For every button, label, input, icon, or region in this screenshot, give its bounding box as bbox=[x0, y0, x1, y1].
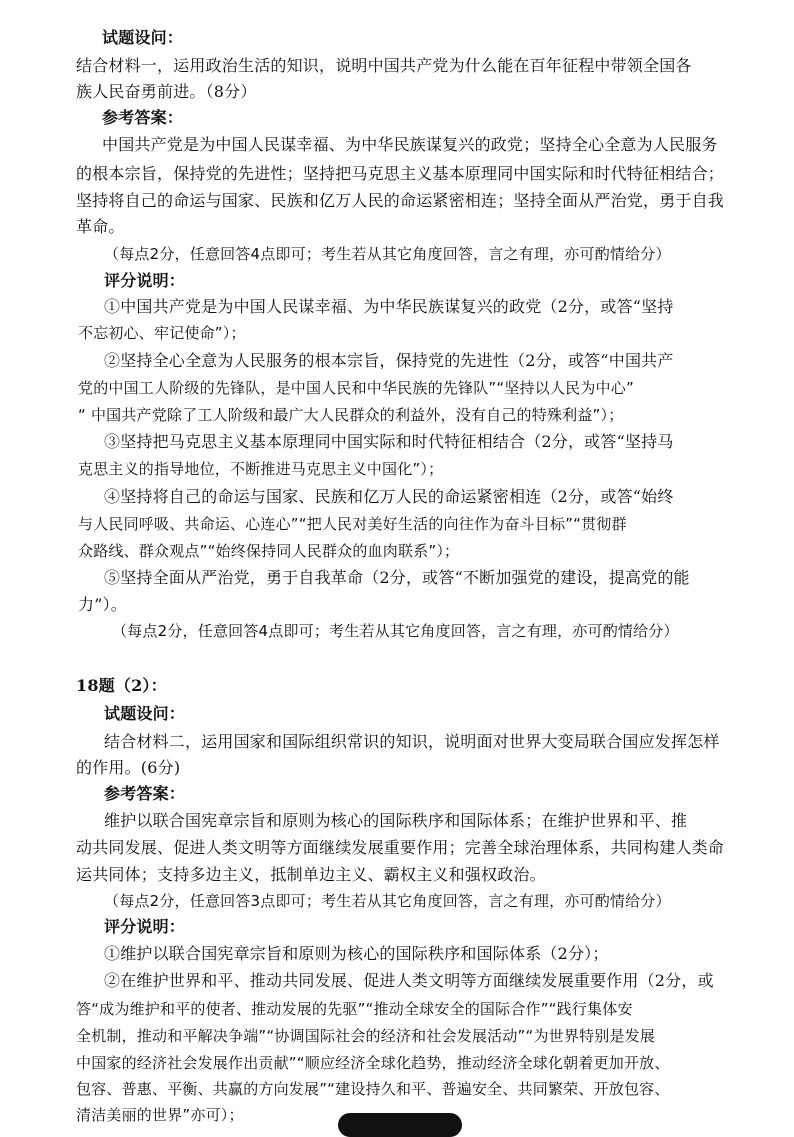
grading-line: 全机制，推动和平解决争端”“协调国际社会的经济和社会发展活动”“为世界特别是发展 bbox=[76, 1027, 656, 1045]
grading-line: ⑤坚持全面从严治党，勇于自我革命（2分，或答“不断加强党的建设，提高党的能 bbox=[104, 568, 690, 587]
question-line: 结合材料一，运用政治生活的知识，说明中国共产党为什么能在百年征程中带领全国各 bbox=[76, 56, 692, 75]
answer-line: 中国共产党是为中国人民谋幸福、为中华民族谋复兴的政党；坚持全心全意为人民服务 bbox=[102, 135, 718, 154]
answer-line: 的根本宗旨，保持党的先进性；坚持把马克思主义基本原理同中国实际和时代特征相结合； bbox=[76, 164, 725, 183]
grading-line: 不忘初心、牢记使命”）； bbox=[78, 324, 246, 342]
question-line: 结合材料二，运用国家和国际组织常识的知识，说明面对世界大变局联合国应发挥怎样 bbox=[104, 732, 720, 751]
grading-line: 众路线、群众观点”“始终保持同人民群众的血肉联系”）； bbox=[78, 542, 460, 560]
answer-line: 坚持将自己的命运与国家、民族和亿万人民的命运紧密相连；坚持全面从严治党，勇于自我 bbox=[76, 191, 725, 210]
grading-line: ④坚持将自己的命运与国家、民族和亿万人民的命运紧密相连（2分，或答“始终 bbox=[104, 487, 674, 506]
answer-line: 运共同体；支持多边主义，抵制单边主义、霸权主义和强权政治。 bbox=[76, 865, 546, 884]
question-heading: 试题设问： bbox=[102, 28, 184, 47]
answer-heading: 参考答案： bbox=[104, 784, 186, 803]
grading-line: ③坚持把马克思主义基本原理同中国实际和时代特征相结合（2分，或答“坚持马 bbox=[104, 432, 674, 451]
grading-heading: 评分说明： bbox=[104, 271, 186, 290]
scoring-note: （每点2分，任意回答4点即可；考生若从其它角度回答，言之有理，亦可酌情给分） bbox=[104, 245, 671, 263]
answer-heading: 参考答案： bbox=[102, 108, 184, 127]
question-line: 的作用。(6分) bbox=[76, 758, 181, 777]
scan-artifact bbox=[338, 1113, 462, 1137]
scoring-note: （每点2分，任意回答4点即可；考生若从其它角度回答，言之有理，亦可酌情给分） bbox=[112, 622, 679, 640]
grading-line: ①维护以联合国宪章宗旨和原则为核心的国际秩序和国际体系（2分）； bbox=[104, 944, 609, 963]
answer-line: 维护以联合国宪章宗旨和原则为核心的国际秩序和国际体系；在维护世界和平、推 bbox=[104, 811, 688, 830]
grading-line: 克思主义的指导地位，不断推进马克思主义中国化”）； bbox=[78, 460, 444, 478]
grading-line: ①中国共产党是为中国人民谋幸福、为中华民族谋复兴的政党（2分，或答“坚持 bbox=[104, 297, 674, 316]
grading-line: 包容、普惠、平衡、共赢的方向发展”“建设持久和平、普遍安全、共同繁荣、开放包容、 bbox=[76, 1080, 670, 1098]
grading-line: 中国家的经济社会发展作出贡献”“顺应经济全球化趋势，推动经济全球化朝着更加开放、 bbox=[76, 1054, 670, 1072]
grading-line: “ 中国共产党除了工人阶级和最广大人民群众的利益外，没有自己的特殊利益”）； bbox=[78, 406, 624, 424]
grading-line: 党的中国工人阶级的先锋队，是中国人民和中华民族的先锋队”“坚持以人民为中心” bbox=[78, 379, 634, 397]
grading-heading: 评分说明： bbox=[104, 917, 186, 936]
grading-line: 力”）。 bbox=[78, 595, 127, 614]
section-title: 18题（2）： bbox=[76, 676, 167, 695]
scoring-note: （每点2分，任意回答3点即可；考生若从其它角度回答，言之有理，亦可酌情给分） bbox=[104, 892, 671, 910]
grading-line: 答“成为维护和平的使者、推动发展的先驱”“推动全球安全的国际合作”“践行集体安 bbox=[76, 1000, 633, 1018]
answer-line: 动共同发展、促进人类文明等方面继续发展重要作用；完善全球治理体系，共同构建人类命 bbox=[76, 838, 725, 857]
grading-line: 与人民同呼吸、共命运、心连心”“把人民对美好生活的向往作为奋斗目标”“贯彻群 bbox=[78, 515, 627, 533]
grading-line: 清洁美丽的世界”亦可）； bbox=[76, 1106, 244, 1124]
grading-line: ②在维护世界和平、推动共同发展、促进人类文明等方面继续发展重要作用（2分，或 bbox=[104, 971, 714, 990]
question-line: 族人民奋勇前进。（8分） bbox=[76, 82, 257, 101]
answer-line: 革命。 bbox=[76, 217, 125, 236]
grading-line: ②坚持全心全意为人民服务的根本宗旨，保持党的先进性（2分，或答“中国共产 bbox=[104, 351, 674, 370]
question-heading: 试题设问： bbox=[104, 704, 186, 723]
